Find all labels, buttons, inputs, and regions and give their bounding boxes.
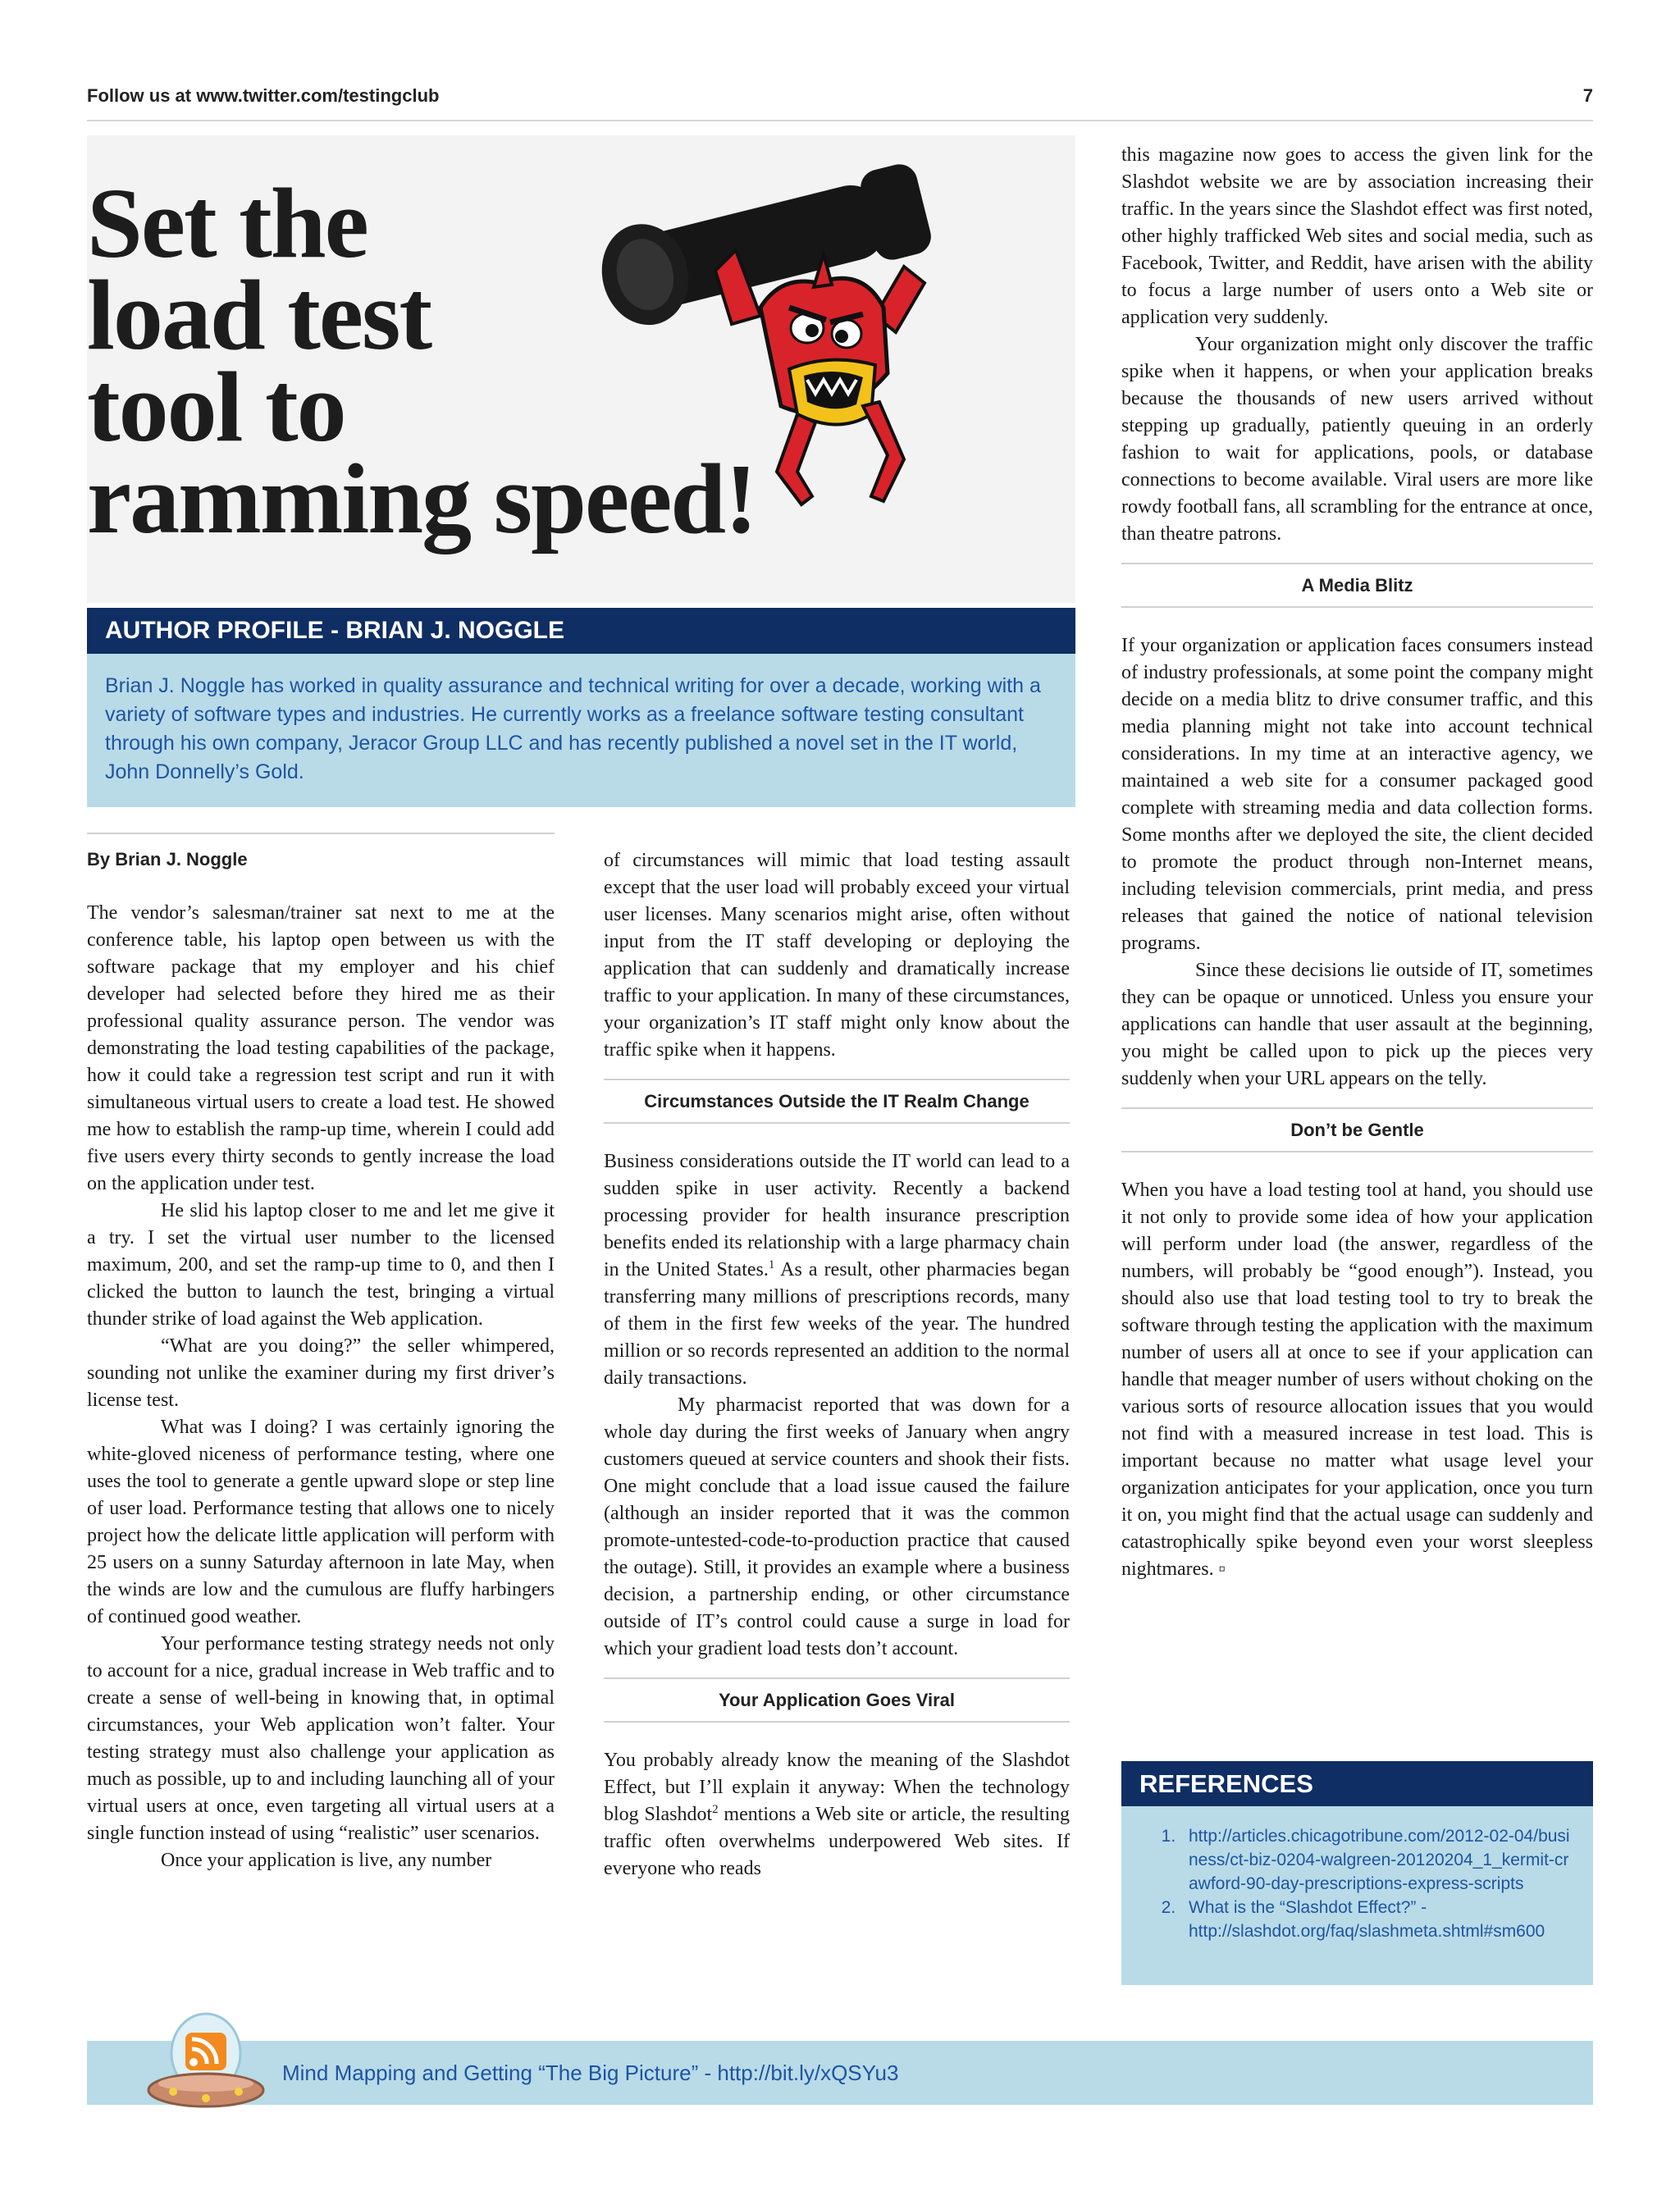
paragraph: Your organization might only discover the traffic spike when it happens, or when your application breaks because the thousands of new users arrived without stepping up gradually, patiently queuing in an orderly fashion to wait for applications, pools, or database connections to become available. Viral users are more like rowdy football fans, all scrambling for the entrance at once, than theatre patrons.	[1121, 334, 1593, 545]
red-monster-with-battering-ram-icon	[592, 144, 986, 529]
references-box	[1121, 1806, 1593, 1985]
section-heading: Don’t be Gentle	[1121, 1107, 1593, 1152]
page-number: 7	[1582, 85, 1593, 106]
author-profile-heading: AUTHOR PROFILE - BRIAN J. NOGGLE	[87, 608, 1075, 654]
paragraph: Since these decisions lie outside of IT, sometimes they can be opaque or unnoticed. Unless you ensure your applications can handle that user assault at the beginning, you might be called upon to pick up the pieces very suddenly when your URL appears on the telly.	[1121, 960, 1593, 1089]
paragraph: What was I doing? I was certainly ignoring the white-gloved niceness of performance testing, where one uses the tool to generate a gentle upward slope or step line of user load. Performance testing that allows one to nicely project how the delicate little application will perform with 25 users on a sunny Saturday afternoon in late May, when the winds are low and the cumulous are fluffy harbingers of continued good weather.	[87, 1417, 555, 1627]
rss-ufo-icon	[144, 2008, 267, 2123]
footnote-ref: 1	[768, 1258, 775, 1271]
paragraph: this magazine now goes to access the given link for the Slashdot website we are by association increasing their traffic. In the years since the Slashdot effect was first noted, other highly trafficked Web sites and social media, such as Facebook, Twitter, and Reddit, have arisen with the ability to focus a large number of users onto a Web site or application very suddenly.	[1121, 144, 1593, 328]
paragraph: When you have a load testing tool at hand, you should use it not only to provide some idea of how your application will perform under load (the answer, regardless of the numbers, will probably be “good enough”). Instead, you should also use that load testing tool to try to break the software through testing the application with the maximum number of users all at once to see if your application can handle that meager number of users without choking on the various sorts of resource allocation issues that you would not find with a measured increase in test load. This is important because no matter what usage level your organization anticipates for your application, once you turn it on, you might find that the actual usage can suddenly and catastrophically spike beyond even your worst sleepless nightmares. ▫	[1121, 1180, 1593, 1580]
title-area	[87, 135, 1075, 603]
column-divider	[87, 833, 555, 834]
paragraph: If your organization or application faces consumers instead of industry professionals, at some point the company might decide on a media blitz to drive consumer traffic, and this media planning might not take into account technical considerations. In my time at an interactive agency, we maintained a web site for a consumer packaged good complete with streaming media and data collection forms. Some months after we deployed the site, the client decided to promote the product through non-Internet means, including television commercials, print media, and press releases that gained the notice of national television programs.	[1121, 635, 1593, 954]
article-column-2	[604, 847, 1070, 1883]
section-heading: A Media Blitz	[1121, 563, 1593, 608]
paragraph: “What are you doing?” the seller whimpered, sounding not unlike the examiner during my first driver’s license test.	[87, 1335, 555, 1411]
paragraph: Once your application is live, any number	[161, 1850, 492, 1871]
footnote-ref: 2	[712, 1803, 719, 1816]
byline: By Brian J. Noggle	[87, 849, 248, 869]
article-column-3	[1121, 142, 1593, 1583]
footer-link[interactable]: Mind Mapping and Getting “The Big Picture” - http://bit.ly/xQSYu3	[282, 2061, 899, 2085]
paragraph: You probably already know the meaning of the Slashdot Effect, but I’ll explain it anyway: When the technology blog Slashdot$^2$ mentions a Web site or article, the resulting traffic often overwhelms underpowered Web sites. If everyone who reads	[604, 1750, 1070, 1879]
footer-banner	[87, 2041, 1593, 2105]
section-heading: Your Application Goes Viral	[604, 1677, 1070, 1723]
page-header	[87, 79, 1593, 121]
author-profile-text: Brian J. Noggle has worked in quality assurance and technical writing for over a decade, working with a variety of software types and industries. He currently works as a freelance software testing consultant through his own company, Jeracor Group LLC and has recently published a novel set in the IT world, John Donnelly’s Gold.	[87, 654, 1075, 807]
paragraph: My pharmacist reported that was down for a whole day during the first weeks of January when angry customers queued at service counters and shook their fists. One might conclude that a load issue caused the failure (although an insider reported that it was the common promote-untested-code-to-production practice that caused the outage). Still, it provides an example where a business decision, a partnership ending, or other circumstance outside of IT’s control could cause a surge in load for which your gradient load tests don’t account.	[604, 1394, 1070, 1659]
references-heading: REFERENCES	[1121, 1761, 1593, 1806]
paragraph: Business considerations outside the IT world can lead to a sudden spike in user activity. Recently a backend processing provider for health insurance prescription benefits ended its relationship with a large pharmacy chain in the United States.$^1$ As a result, other pharmacies began transferring many millions of prescriptions records, many of them in the first few weeks of the year. The hundred million or so records represented an addition to the normal daily transactions.	[604, 1151, 1071, 1389]
paragraph: He slid his laptop closer to me and let me give it a try. I set the virtual user number to the licensed maximum, 200, and set the ramp-up time to 0, and then I clicked the button to launch the test, bringing a virtual thunder strike of load against the Web application.	[87, 1200, 555, 1330]
references-list	[1138, 1824, 1577, 1943]
paragraph: The vendor’s salesman/trainer sat next to me at the conference table, his laptop open between us with the software package that my employer and his chief developer had selected before they hired me as their professional quality assurance person. The vendor was demonstrating the load testing capabilities of the package, how it could take a regression test script and run it with simultaneous virtual users to create a load test. He showed me how to establish the ramp-up time, wherein I could add five users every thirty seconds to gently increase the load on the application under test.	[87, 902, 555, 1194]
reference-link[interactable]: 1. http://articles.chicagotribune.com/2012-02-04/business/ct-biz-0204-walgreen-20120204_1_kermit-crawford-90-day-prescriptions-express-scripts	[1180, 1824, 1577, 1896]
follow-us-text: Follow us at www.twitter.com/testingclub	[87, 85, 440, 106]
article-title: Set the load test tool to ramming speed!	[87, 168, 756, 555]
reference-link[interactable]: 2. What is the “Slashdot Effect?” - http://slashdot.org/faq/slashmeta.shtml#sm600	[1180, 1896, 1577, 1943]
paragraph: Your performance testing strategy needs not only to account for a nice, gradual increase in Web traffic and to create a sense of well-being in knowing that, in optimal circumstances, your Web application won’t falter. Your testing strategy must also challenge your application as much as possible, up to and including launching all of your virtual users at once, even targeting all virtual users at a single function instead of using “realistic” user scenarios.	[87, 1633, 555, 1844]
paragraph: of circumstances will mimic that load testing assault except that the user load will probably exceed your virtual user licenses. Many scenarios might arise, often without input from the IT staff developing or deploying the application that can suddenly and dramatically increase traffic to your application. In many of these circumstances, your organization’s IT staff might only know about the traffic spike when it happens.	[604, 850, 1070, 1061]
article-column-1	[87, 833, 555, 1874]
section-heading: Circumstances Outside the IT Realm Change	[604, 1079, 1070, 1124]
